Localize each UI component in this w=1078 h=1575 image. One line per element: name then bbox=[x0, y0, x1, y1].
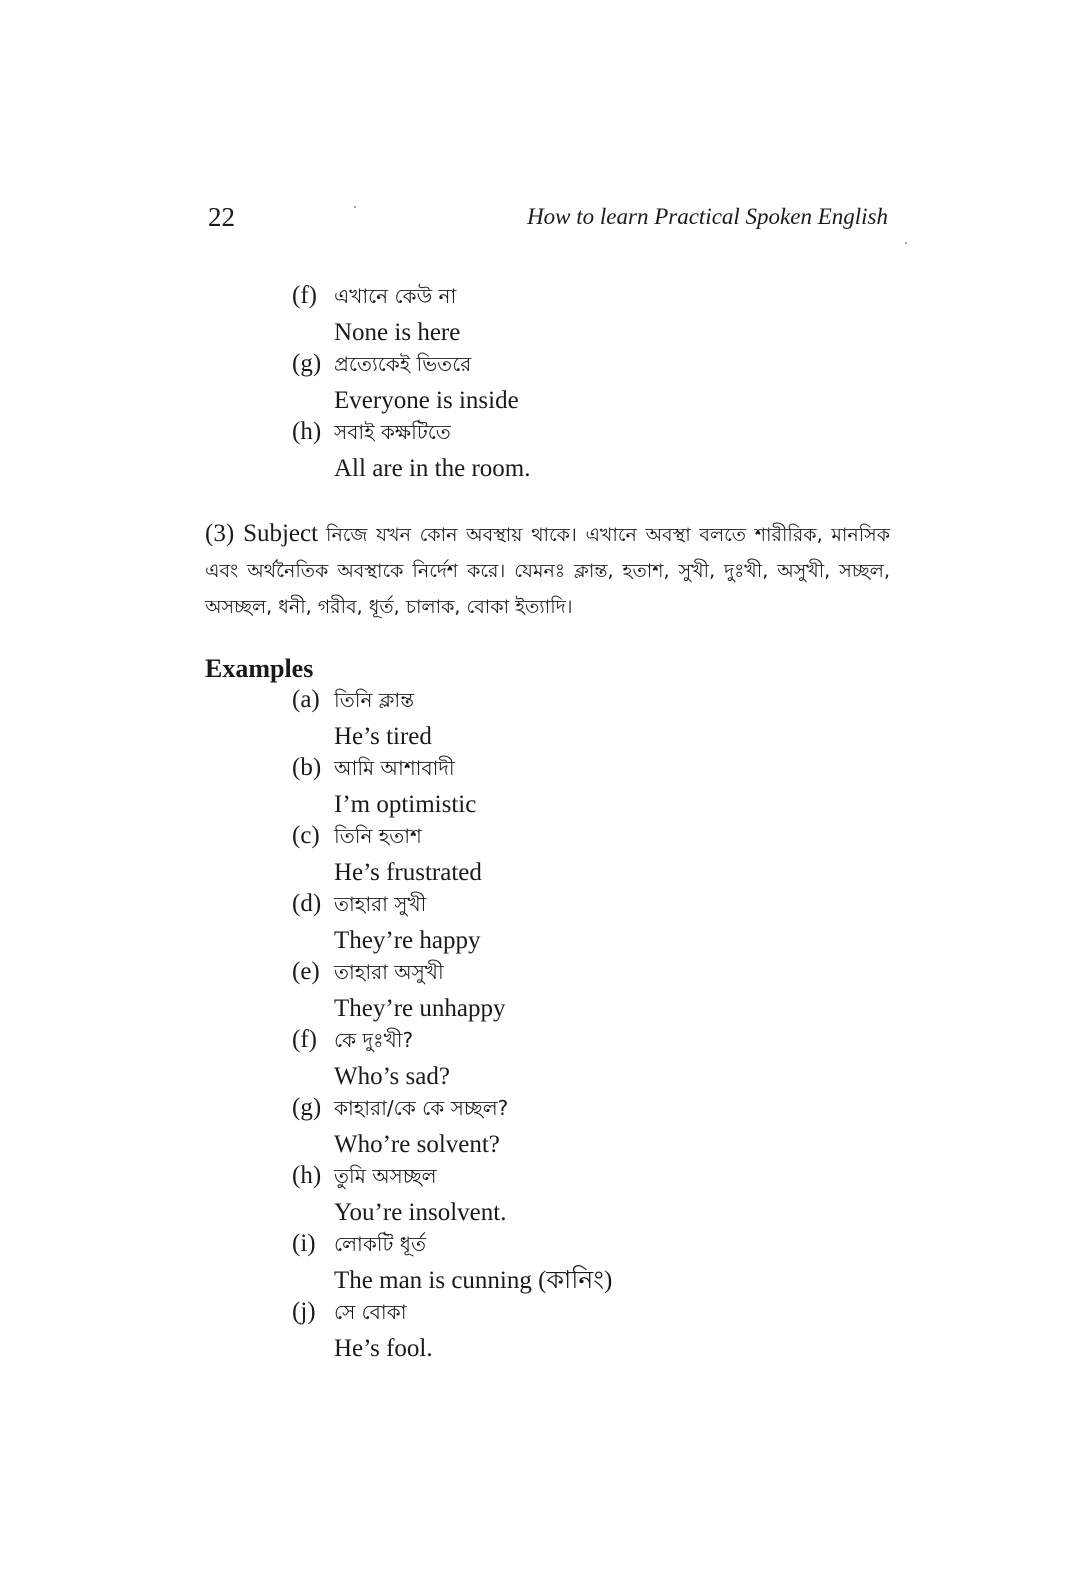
examples-list bbox=[292, 686, 612, 1366]
english-translation: He’s tired bbox=[334, 723, 432, 750]
bengali-sentence: তিনি হতাশ bbox=[334, 824, 422, 848]
item-marker: (h) bbox=[292, 418, 322, 445]
scan-speck bbox=[905, 242, 907, 244]
list-item bbox=[292, 1094, 612, 1162]
english-translation: Who’s sad? bbox=[334, 1063, 450, 1090]
scan-speck bbox=[354, 206, 356, 208]
item-marker: (f) bbox=[292, 282, 317, 309]
examples-heading: Examples bbox=[205, 654, 314, 683]
english-translation: He’s frustrated bbox=[334, 859, 482, 886]
item-marker: (a) bbox=[292, 686, 320, 713]
list-item bbox=[292, 1230, 612, 1298]
list-item bbox=[292, 418, 530, 486]
list-item bbox=[292, 958, 612, 1026]
list-item bbox=[292, 1298, 612, 1366]
item-marker: (e) bbox=[292, 958, 320, 985]
section-3-paragraph bbox=[205, 516, 890, 625]
bengali-sentence: তিনি ক্লান্ত bbox=[334, 688, 414, 712]
bengali-sentence: তাহারা অসুখী bbox=[334, 960, 444, 984]
item-marker: (j) bbox=[292, 1298, 316, 1325]
item-marker: (f) bbox=[292, 1026, 317, 1053]
item-marker: (h) bbox=[292, 1162, 322, 1189]
bengali-sentence: কাহারা/কে কে সচ্ছল? bbox=[334, 1096, 509, 1120]
english-translation: I’m optimistic bbox=[334, 791, 477, 818]
english-translation: You’re insolvent. bbox=[334, 1199, 507, 1226]
item-marker: (g) bbox=[292, 350, 322, 377]
bengali-sentence: তুমি অসচ্ছল bbox=[334, 1164, 437, 1188]
section-lead: (3) Subject bbox=[205, 520, 319, 547]
bengali-sentence: সবাই কক্ষটিতে bbox=[334, 420, 451, 444]
english-translation: All are in the room. bbox=[334, 455, 531, 482]
list-item bbox=[292, 1162, 612, 1230]
running-title: How to learn Practical Spoken English bbox=[527, 204, 888, 229]
bengali-sentence: লোকটি ধূর্ত bbox=[334, 1232, 427, 1256]
list-item bbox=[292, 890, 612, 958]
bengali-sentence: এখানে কেউ না bbox=[334, 284, 457, 308]
item-marker: (i) bbox=[292, 1230, 316, 1257]
list-item bbox=[292, 686, 612, 754]
english-translation: The man is cunning (কানিং) bbox=[334, 1267, 613, 1294]
list-item bbox=[292, 350, 530, 418]
english-translation: Who’re solvent? bbox=[334, 1131, 500, 1158]
bengali-sentence: প্রত্যেকেই ভিতরে bbox=[334, 352, 472, 376]
english-translation: They’re happy bbox=[334, 927, 481, 954]
section-body: নিজে যখন কোন অবস্থায় থাকে। এখানে অবস্থা বলতে শারীরিক, মানসিক এবং অর্থনৈতিক অবস্থাকে নির্দেশ করে। যেমনঃ ক্লান্ত, হতাশ, সুখী, দুঃখী, অসুখী, সচ্ছল, অসচ্ছল, ধনী, গরীব, ধূর্ত, চালাক, বোকা ইত্যাদি। bbox=[205, 524, 891, 618]
item-marker: (g) bbox=[292, 1094, 322, 1121]
list-item bbox=[292, 822, 612, 890]
english-translation: They’re unhappy bbox=[334, 995, 506, 1022]
item-marker: (b) bbox=[292, 754, 322, 781]
item-marker: (d) bbox=[292, 890, 322, 917]
bengali-sentence: আমি আশাবাদী bbox=[334, 756, 455, 780]
page-number: 22 bbox=[208, 202, 235, 232]
list-item bbox=[292, 282, 530, 350]
list-item bbox=[292, 1026, 612, 1094]
english-translation: Everyone is inside bbox=[334, 387, 519, 414]
bengali-sentence: তাহারা সুখী bbox=[334, 892, 427, 916]
top-example-list bbox=[292, 282, 530, 486]
english-translation: None is here bbox=[334, 319, 461, 346]
list-item bbox=[292, 754, 612, 822]
english-translation: He’s fool. bbox=[334, 1335, 433, 1362]
item-marker: (c) bbox=[292, 822, 320, 849]
bengali-sentence: সে বোকা bbox=[334, 1300, 407, 1324]
bengali-sentence: কে দুঃখী? bbox=[334, 1028, 414, 1052]
